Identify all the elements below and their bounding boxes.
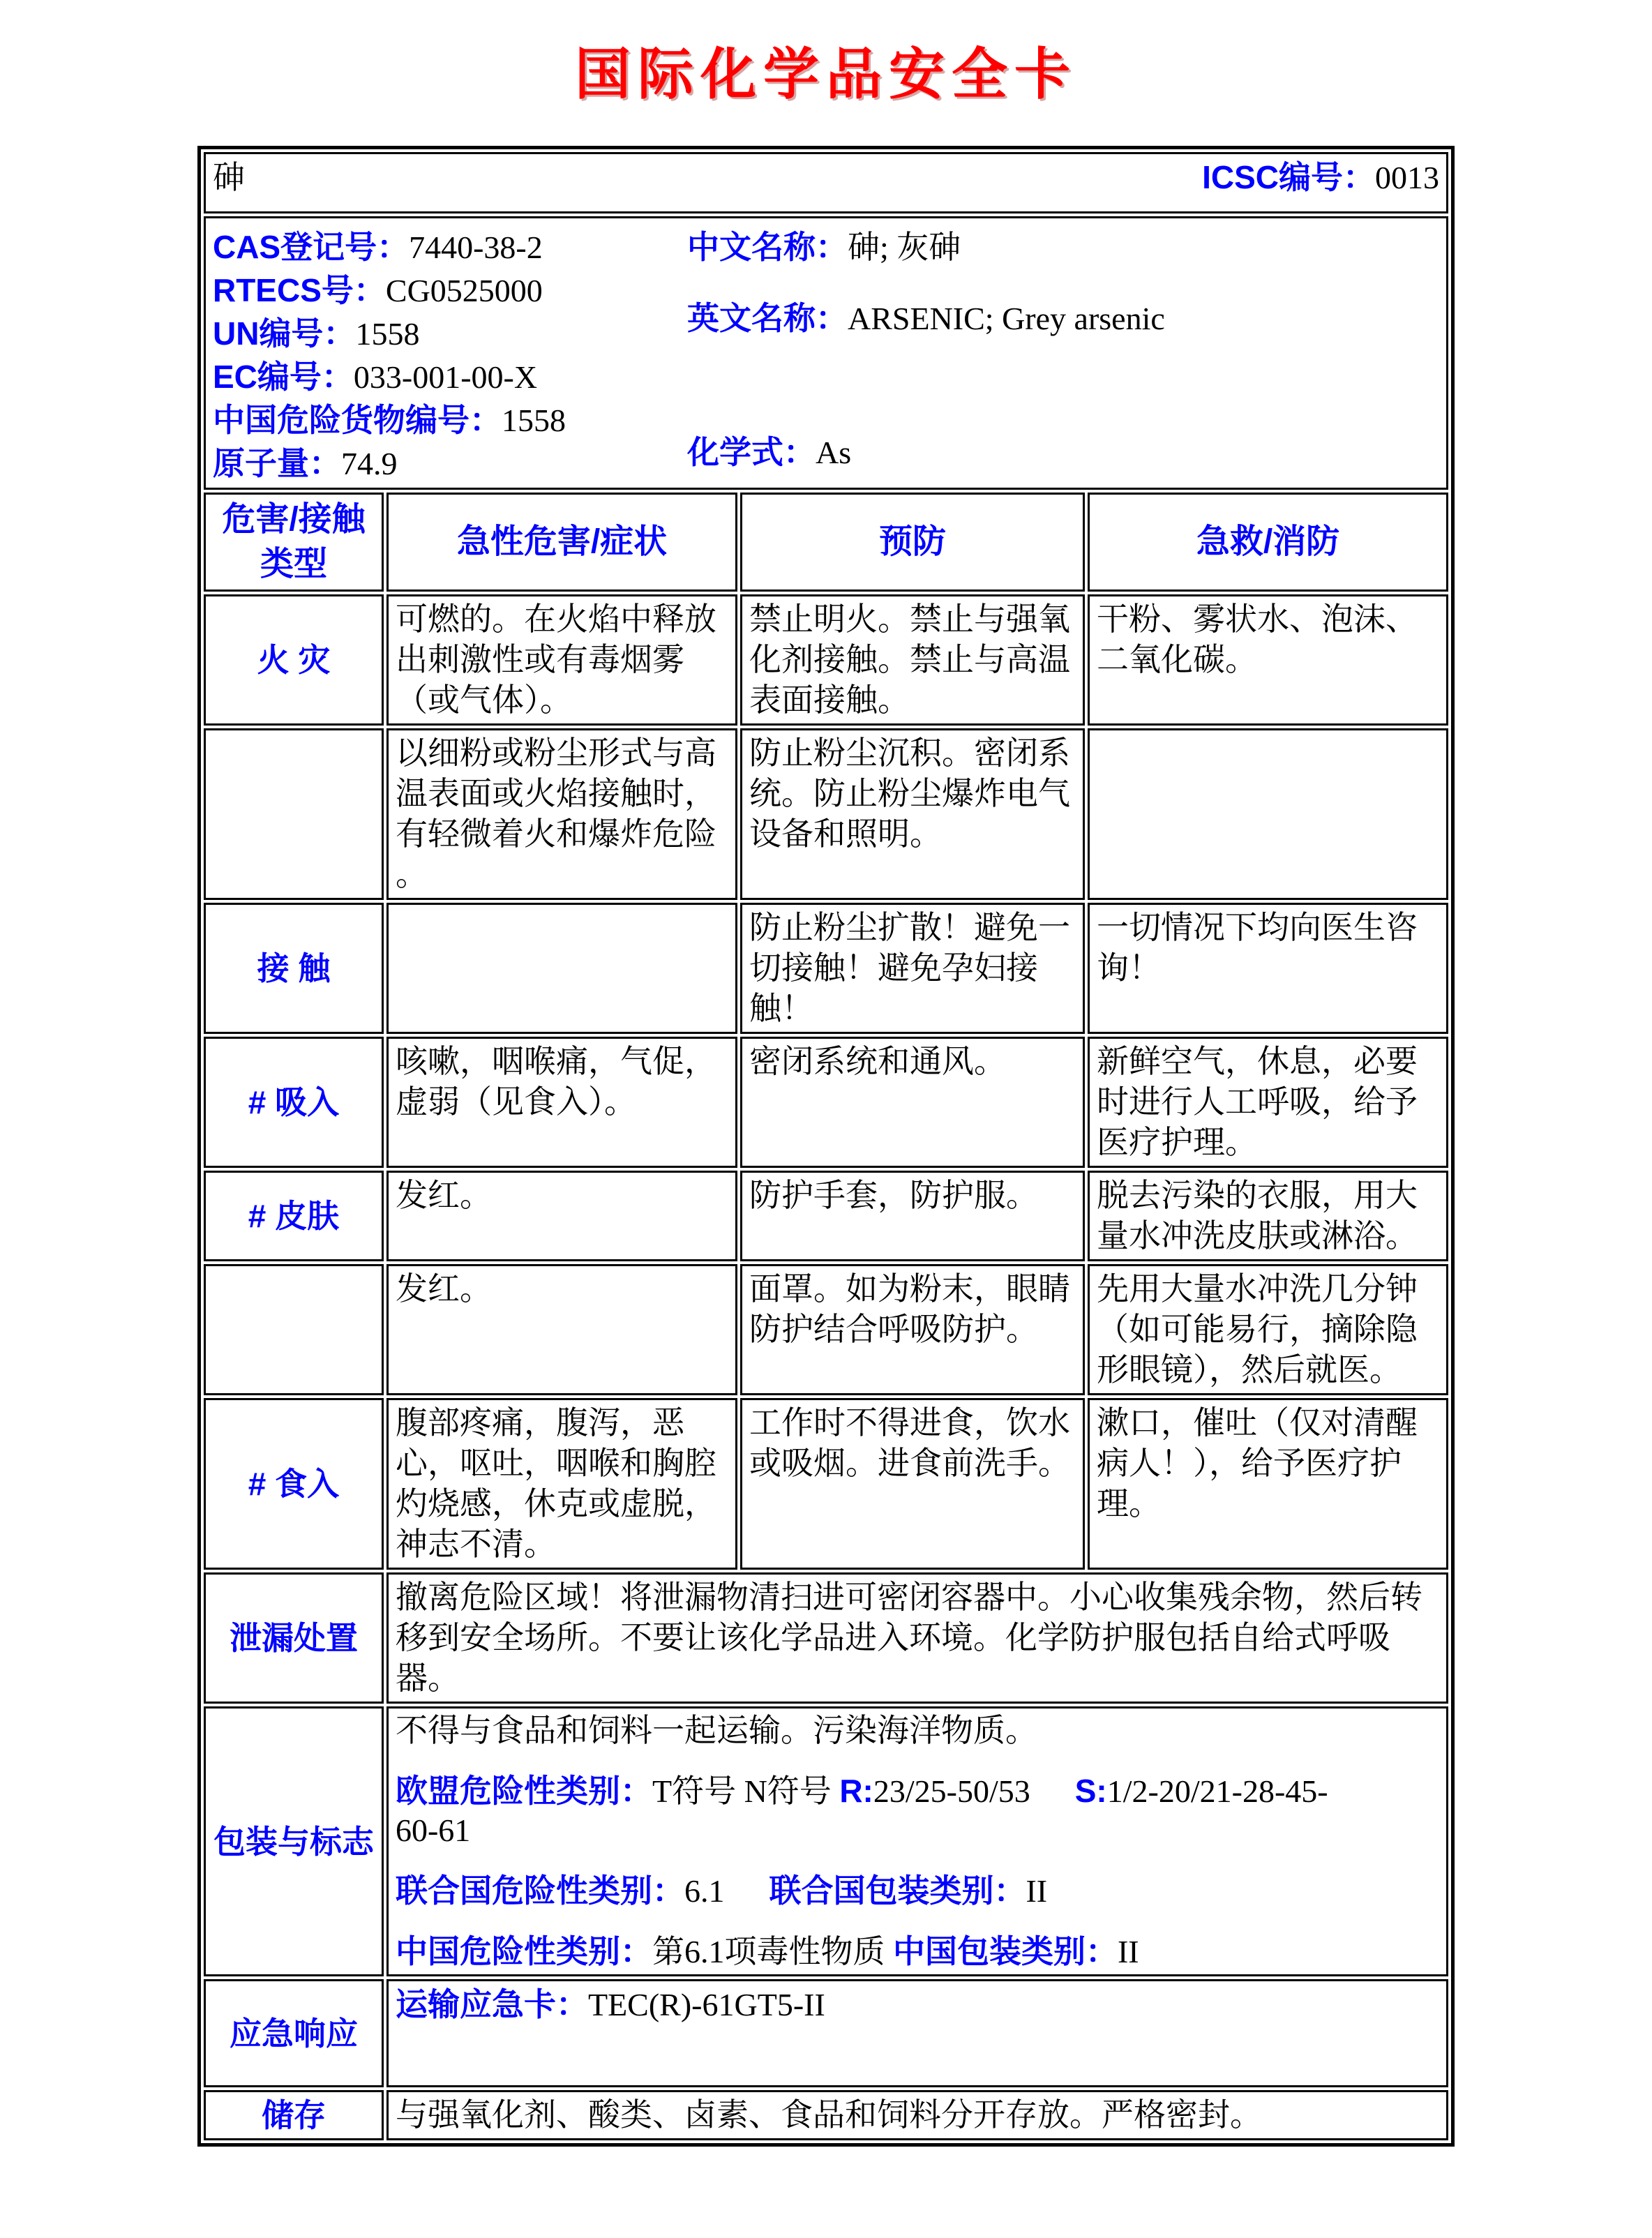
chemical-formula-label: 化学式： [686,434,816,470]
packaging-labelling-label: 包装与标志 [204,1706,384,1976]
first-aid-cell: 先用大量水冲洗几分钟（如可能易行，摘除隐形眼镜），然后就医。 [1088,1264,1448,1395]
un-pack-value: II [1026,1873,1048,1909]
hazard-type-cell [204,728,384,900]
hazard-row-ingestion [204,1398,1448,1570]
identifiers-right-column [687,225,1439,485]
icsc-number-value: 0013 [1375,160,1440,195]
identifiers-cell [204,216,1448,490]
hazard-row-skin [204,1171,1448,1261]
rtecs-number-label: RTECS号： [212,272,386,308]
ec-number-label: EC编号： [212,359,354,395]
emergency-response-label: 应急响应 [204,1979,384,2087]
chemical-formula-value: As [815,435,852,470]
un-number-label: UN编号： [212,315,356,352]
atomic-mass-value: 74.9 [340,446,398,481]
english-name-label: 英文名称： [686,300,848,336]
hazard-type-cell: # 皮肤 [204,1171,384,1261]
storage-text: 与强氧化剂、酸类、卤素、食品和饲料分开存放。严格密封。 [386,2090,1448,2140]
symptoms-cell [386,903,737,1034]
hazard-row-fire [204,594,1448,726]
first-aid-cell [1088,728,1448,900]
cas-number-label: CAS登记号： [212,229,410,265]
spill-disposal-text: 撤离危险区域！将泄漏物清扫进可密闭容器中。小心收集残余物，然后转移到安全场所。不要让该化学品进入环境。化学防护服包括自给式呼吸器。 [386,1572,1448,1704]
r-phrases-label: R: [839,1773,873,1809]
header-hazard-type-line1: 危害/接触 [222,501,366,538]
un-pack-label: 联合国包装类别： [769,1872,1026,1909]
first-aid-cell: 干粉、雾状水、泡沫、二氧化碳。 [1088,594,1448,726]
un-class-value: 6.1 [684,1873,725,1909]
first-aid-cell: 脱去污染的衣服，用大量水冲洗皮肤或淋浴。 [1088,1171,1448,1261]
substance-name: 砷 [212,159,245,195]
cn-classification-line [396,1932,1439,1972]
china-dg-number-line [213,398,687,442]
eu-symbols: T符号 N符号 [652,1773,832,1809]
hazard-row-eyes [204,1264,1448,1395]
eu-classification-line [396,1771,1439,1811]
rtecs-number-value: CG0525000 [385,273,543,308]
ec-number-line [213,355,687,398]
icsc-number-label: ICSC编号： [1202,159,1376,195]
spill-disposal-row [204,1572,1448,1704]
transport-emergency-card-label: 运输应急卡： [395,1986,588,2022]
header-prevention: 预防 [740,493,1085,592]
symptoms-cell: 发红。 [386,1171,737,1261]
symptoms-cell: 发红。 [386,1264,737,1395]
hazard-type-cell [204,1264,384,1395]
cn-class-value: 第6.1项毒性物质 [652,1934,885,1969]
prevention-cell: 防止粉尘沉积。密闭系统。防止粉尘爆炸电气设备和照明。 [740,728,1085,900]
hazard-type-cell: # 食入 [204,1398,384,1570]
hazard-row-explosion [204,728,1448,900]
symptoms-cell: 咳嗽，咽喉痛，气促，虚弱（见食入）。 [386,1037,737,1168]
hazard-header-row [204,493,1448,592]
symptoms-cell: 可燃的。在火焰中释放出刺激性或有毒烟雾（或气体）。 [386,594,737,726]
transport-note: 不得与食品和饲料一起运输。污染海洋物质。 [395,1713,1037,1748]
cn-class-label: 中国危险性类别： [395,1933,652,1969]
header-hazard-type-line2: 类型 [260,546,327,583]
substance-header-flex [213,157,1439,198]
cn-pack-label: 中国包装类别： [892,1933,1118,1969]
page-title: 国际化学品安全卡 [575,43,1077,105]
first-aid-cell: 漱口，催吐（仅对清醒病人！），给予医疗护理。 [1088,1398,1448,1570]
identifiers-left-column [213,225,687,485]
icsc-number-group [1202,157,1439,198]
hazard-row-inhalation [204,1037,1448,1168]
symptoms-cell: 腹部疼痛，腹泻，恶心，呕吐，咽喉和胸腔灼烧感，休克或虚脱，神志不清。 [386,1398,737,1570]
cn-pack-value: II [1117,1934,1139,1969]
un-class-label: 联合国危险性类别： [395,1872,684,1909]
safety-card-table [197,146,1455,2147]
s-phrases-value: 1/2-20/21-28-45- [1106,1773,1328,1809]
un-number-line [213,312,687,355]
s-phrases-label: S: [1074,1773,1107,1809]
prevention-cell: 防护手套，防护服。 [740,1171,1085,1261]
emergency-response-content [386,1979,1448,2087]
emergency-response-row [204,1979,1448,2087]
chinese-name-line [687,225,1439,269]
transport-emergency-card-group [396,1987,825,2022]
hazard-row-contact [204,903,1448,1034]
header-acute-symptoms: 急性危害/症状 [386,493,737,592]
english-name-line [687,296,1439,340]
substance-header-row [204,152,1448,213]
prevention-cell: 密闭系统和通风。 [740,1037,1085,1168]
cas-number-line [213,225,687,269]
atomic-mass-line [213,442,687,485]
symptoms-cell: 以细粉或粉尘形式与高温表面或火焰接触时，有轻微着火和爆炸危险 。 [386,728,737,900]
spill-disposal-label: 泄漏处置 [204,1572,384,1704]
un-classification-line [396,1871,1439,1911]
atomic-mass-label: 原子量： [212,445,341,481]
china-dg-number-label: 中国危险货物编号： [212,402,502,438]
prevention-cell: 工作时不得进食，饮水或吸烟。进食前洗手。 [740,1398,1085,1570]
chinese-name-value: 砷; 灰砷 [847,230,961,265]
header-first-aid: 急救/消防 [1088,493,1448,592]
identifiers-layout [213,221,1439,485]
storage-label: 储存 [204,2090,384,2140]
un-number-value: 1558 [355,316,420,352]
storage-row [204,2090,1448,2140]
packaging-labelling-content [386,1706,1448,1976]
packaging-labelling-row [204,1706,1448,1976]
english-name-value: ARSENIC; Grey arsenic [847,301,1165,336]
transport-emergency-card-value: TEC(R)-61GT5-II [587,1987,825,2022]
hazard-type-cell: # 吸入 [204,1037,384,1168]
s-phrases-continued: 60-61 [395,1812,471,1848]
rtecs-number-line [213,269,687,312]
ec-number-value: 033-001-00-X [353,359,538,395]
eu-class-label: 欧盟危险性类别： [395,1773,652,1809]
prevention-cell: 面罩。如为粉末，眼睛防护结合呼吸防护。 [740,1264,1085,1395]
hazard-type-cell: 接 触 [204,903,384,1034]
chinese-name-label: 中文名称： [686,229,848,265]
cas-number-value: 7440-38-2 [409,230,543,265]
r-phrases-value: 23/25-50/53 [873,1773,1030,1809]
hazard-type-cell: 火 灾 [204,594,384,726]
first-aid-cell: 一切情况下均向医生咨询！ [1088,903,1448,1034]
identifiers-row [204,216,1448,490]
prevention-cell: 禁止明火。禁止与强氧化剂接触。禁止与高温表面接触。 [740,594,1085,726]
prevention-cell: 防止粉尘扩散！避免一切接触！避免孕妇接触！ [740,903,1085,1034]
first-aid-cell: 新鲜空气，休息，必要时进行人工呼吸，给予医疗护理。 [1088,1037,1448,1168]
chemical-formula-line [687,430,1439,474]
china-dg-number-value: 1558 [501,403,566,438]
header-hazard-type [204,493,384,592]
substance-header-cell [204,152,1448,213]
